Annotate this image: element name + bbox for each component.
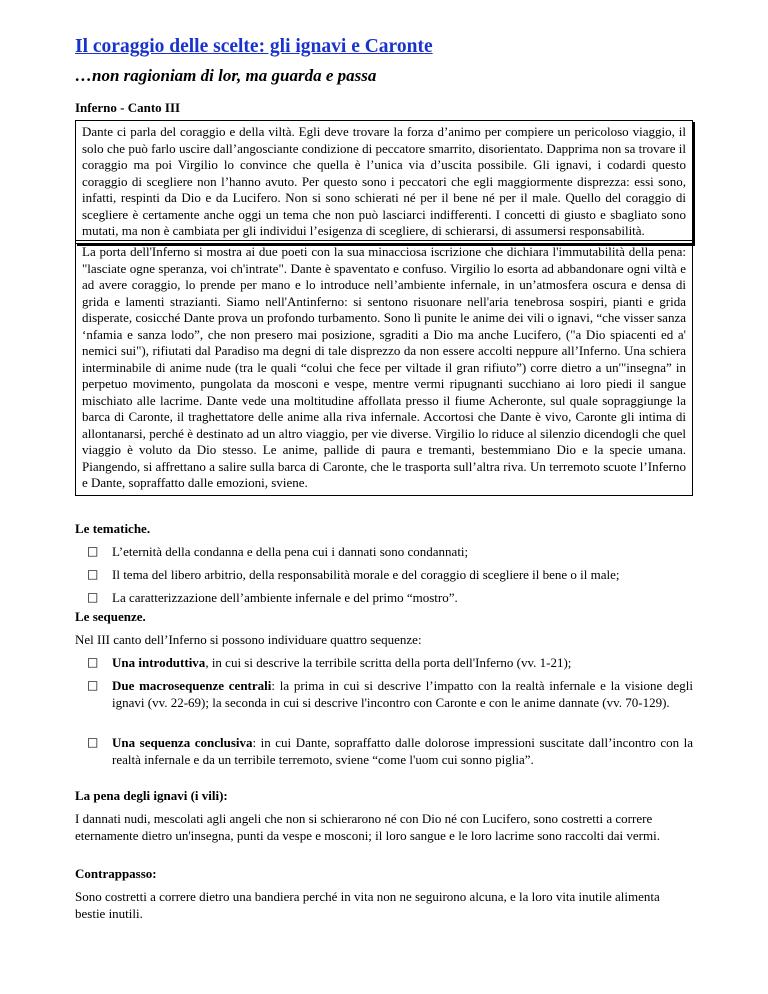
- sequences-intro: Nel III canto dell’Inferno si possono individuare quattro sequenze:: [75, 632, 422, 647]
- themes-heading: Le tematiche.: [75, 521, 151, 536]
- checkbox-bullet-icon: □: [87, 590, 99, 604]
- sequence-title: Una sequenza conclusiva: [112, 735, 253, 750]
- sequence-text: [112, 734, 693, 768]
- sequence-desc: : la prima in cui si descrive l’impatto con la realtà infernale e la visione degli ignavi (vv. 22-69); la seconda in cui si descrive l'incontro con Caronte e con le anime dannate (vv. 70-129).: [112, 678, 693, 710]
- theme-text: La caratterizzazione dell’ambiente infernale e del primo “mostro”.: [112, 590, 458, 605]
- document-title[interactable]: Il coraggio delle scelte: gli ignavi e Caronte: [75, 36, 433, 57]
- pena-text: I dannati nudi, mescolati agli angeli che non si schierarono né con Dio né con Lucifero, sono costretti a correre eternamente dietro un'insegna, punti da vespe e mosconi; il loro sangue e le loro lacrime sono raccolti dai vermi.: [75, 811, 660, 843]
- contrappasso-heading: Contrappasso:: [75, 866, 157, 881]
- contrappasso-text: Sono costretti a correre dietro una bandiera perché in vita non ne seguirono alcuna, e la loro vita inutile alimenta bestie inutili.: [75, 889, 660, 921]
- sequence-desc: : in cui Dante, sopraffatto dalle dolorose impressioni suscitate dall’incontro con la realtà infernale e da un terribile terremoto, sviene “come l'uom cui sonno piglia”.: [112, 735, 693, 767]
- sequence-desc: , in cui si descrive la terribile scritta della porta dell'Inferno (vv. 1-21);: [205, 655, 572, 670]
- pena-heading: La pena degli ignavi (i vili):: [75, 788, 228, 803]
- checkbox-bullet-icon: □: [87, 678, 99, 692]
- sequence-title: Due macrosequenze centrali: [112, 678, 272, 693]
- checkbox-bullet-icon: □: [87, 544, 99, 558]
- sequences-heading: Le sequenze.: [75, 609, 146, 624]
- sequence-text: [112, 654, 693, 671]
- section-label: Inferno - Canto III: [75, 100, 181, 115]
- sequence-title: Una introduttiva: [112, 655, 206, 670]
- checkbox-bullet-icon: □: [87, 655, 99, 669]
- summary-box: La porta dell'Inferno si mostra ai due poeti con la sua minacciosa iscrizione che dichiara l'immutabilità della pena: "lasciate ogne speranza, voi ch'intrate". Dante è spaventato e confuso. Virgilio lo esorta ad abbandonare ogni viltà e ad avere coraggio, lo prende per mano e lo introduce nell’ambiente infernale, in un’atmosfera oscura e densa di grida e lamenti strazianti. Siamo nell'Antinferno: si sentono risuonare nell'aria tenebrosa sospiri, pianti e grida disperate, cosicché Dante prova un profondo turbamento. Sono lì punite le anime dei vili o ignavi, “che visser sanza ‘nfamia e sanza lodo”, che non presero mai posizione, sgraditi a Dio ma anche Lucifero, ("a Dio spiacenti ed a' nemici sui"), rifiutati dal Paradiso ma degni di tale disprezzo da non essere accolti neppure all’Inferno. Una schiera interminabile di anime nude (tra le quali “colui che fece per viltade il gran rifiuto”) corre dietro a un'"insegna” in perpetuo movimento, pungolata da mosconi e vespe, mentre vermi ripugnanti succhiano ai loro piedi il sangue mischiato alle lacrime. Dante vede una moltitudine affollata presso il fiume Acheronte, sul quale sopraggiunge la barca di Caronte, il traghettatore delle anime alla riva infernale. Accortosi che Dante è vivo, Caronte gli intima di allontanarsi, perché è destinato ad un altro viaggio, per vie diverse. Virgilio lo riduce al silenzio dicendogli che quel viaggio è voluto da Dio stesso. Le anime, pallide di paura e tremanti, bestemmiano Dio e la specie umana. Piangendo, si affrettano a salire sulla barca di Caronte, che le trasporta sull’altra riva. Un terremoto scuote l’Inferno e Dante, sopraffatto dalle emozioni, sviene.: [75, 240, 693, 496]
- sequence-text: [112, 677, 693, 711]
- checkbox-bullet-icon: □: [87, 735, 99, 749]
- checkbox-bullet-icon: □: [87, 567, 99, 581]
- theme-text: Il tema del libero arbitrio, della responsabilità morale e del coraggio di scegliere il bene o il male;: [112, 567, 620, 582]
- theme-text: L’eternità della condanna e della pena cui i dannati sono condannati;: [112, 544, 469, 559]
- intro-box: Dante ci parla del coraggio e della viltà. Egli deve trovare la forza d’animo per compiere un pericoloso viaggio, il solo che può farlo uscire dall’angosciante condizione di peccatore smarrito, disorientato. Dapprima non sa trovare il coraggio ma poi Virgilio lo convince che quella è l’unica via d’uscita possibile. Gli ignavi, i codardi questo coraggio di scegliere non l’hanno avuto. Per questo sono i peccatori che egli maggiormente disprezza: essi sono, infatti, respinti da Dio e da Lucifero. Non si sono schierati né per il bene né per il male. Quello del coraggio di scegliere è certamente anche oggi un tema che non può lasciarci indifferenti. I concetti di giusto e sbagliato sono mutati, ma non è cambiata per gli individui l’esigenza di scegliere, di schierarsi, di assumersi responsabilità.: [75, 120, 693, 244]
- document-subtitle: …non ragioniam di lor, ma guarda e passa: [75, 66, 377, 85]
